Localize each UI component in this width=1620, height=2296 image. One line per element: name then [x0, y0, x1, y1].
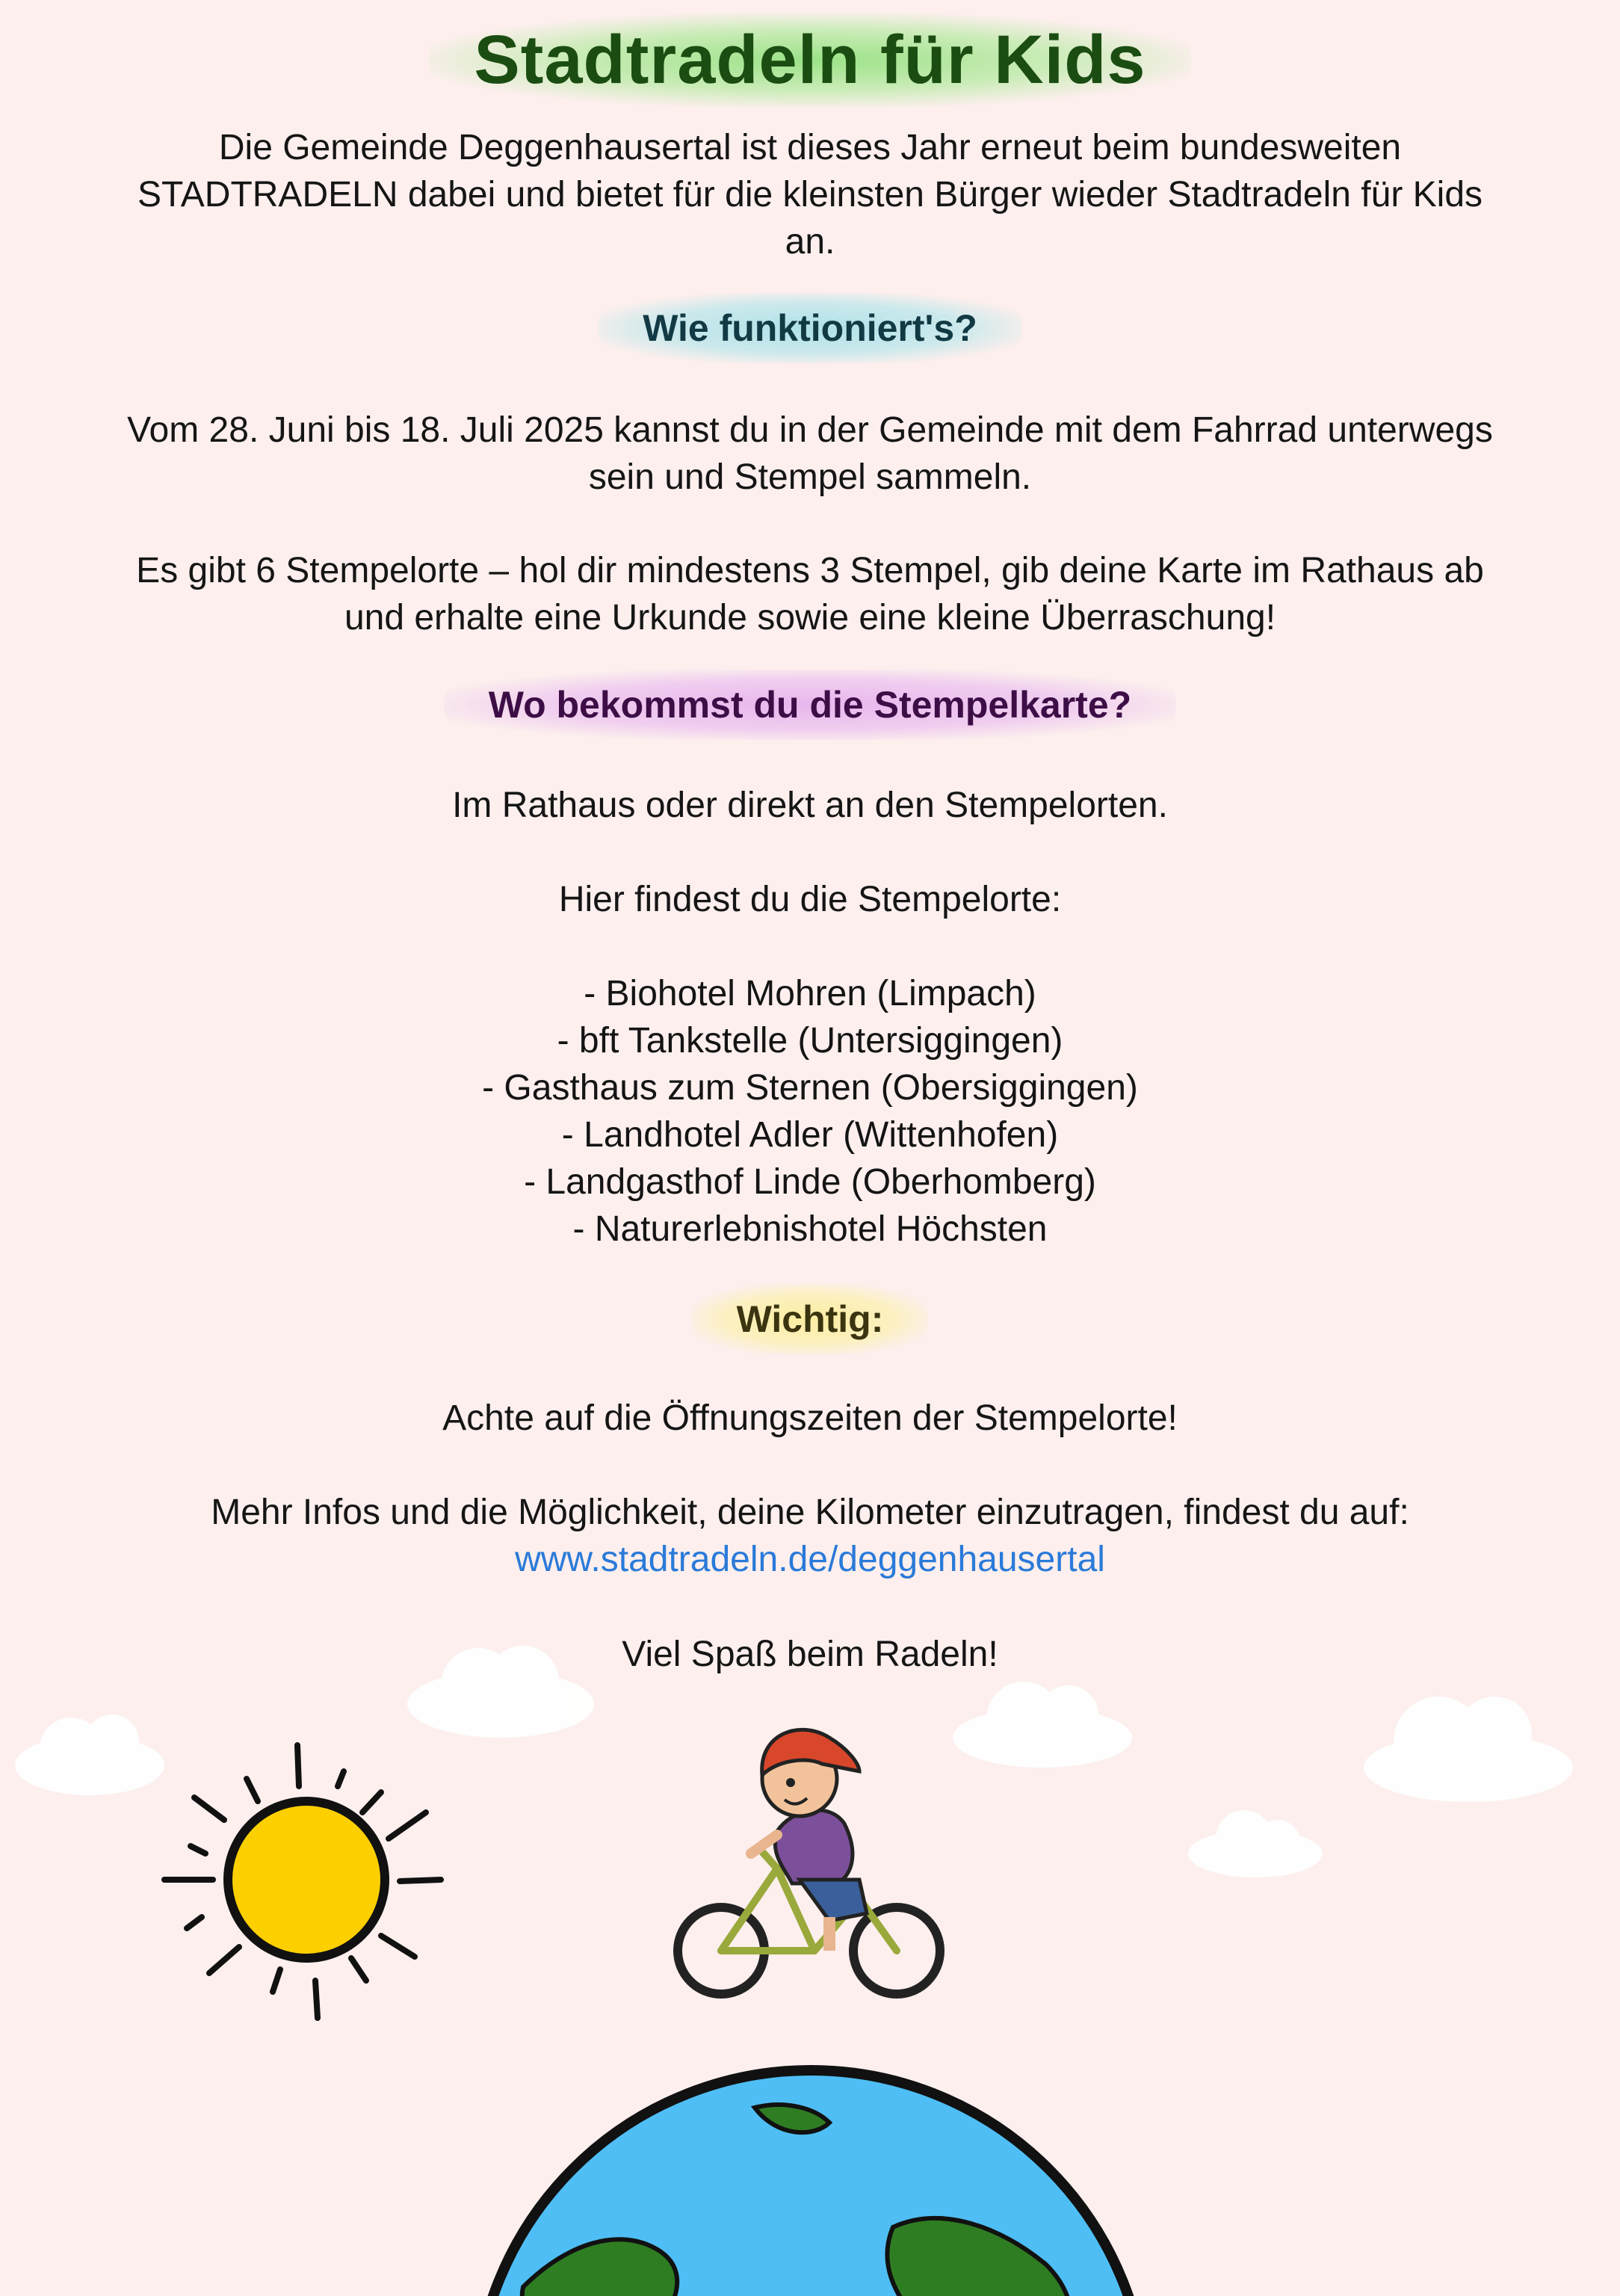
stamp-locations-intro: Hier findest du die Stempelorte: — [558, 880, 1062, 919]
how-paragraph-1 — [0, 407, 1620, 501]
intro-line: an. — [785, 222, 835, 262]
heading-how-it-works-text: Wie funktioniert's? — [598, 293, 1022, 363]
list-item: - Biohotel Mohren (Limpach) — [584, 974, 1036, 1013]
cloud-icon — [15, 1715, 164, 1795]
cloud-icon — [953, 1682, 1132, 1768]
list-item: - Gasthaus zum Sternen (Obersiggingen) — [482, 1068, 1138, 1108]
list-item: - Landhotel Adler (Wittenhofen) — [561, 1115, 1059, 1155]
list-item: - bft Tankstelle (Untersiggingen) — [557, 1021, 1063, 1061]
heading-important — [0, 1284, 1620, 1354]
cloud-icon — [1188, 1810, 1323, 1877]
more-info-text: Mehr Infos und die Möglichkeit, deine Kilometer einzutragen, findest du auf: — [211, 1493, 1409, 1532]
illustration — [0, 1629, 1620, 2296]
intro-line: STADTRADELN dabei und bietet für die kleinsten Bürger wieder Stadtradeln für Kids — [137, 175, 1483, 215]
intro-paragraph — [0, 124, 1620, 265]
heading-important-text: Wichtig: — [692, 1284, 929, 1354]
intro-line: Die Gemeinde Deggenhausertal ist dieses Jahr erneut beim bundesweiten — [218, 128, 1402, 167]
cloud-icon — [407, 1646, 594, 1738]
closing-text: Viel Spaß beim Radeln! — [622, 1635, 998, 1674]
where-answer: Im Rathaus oder direkt an den Stempelorten. — [452, 786, 1168, 825]
how-line: Vom 28. Juni bis 18. Juli 2025 kannst du in der Gemeinde mit dem Fahrrad unterwegs — [127, 410, 1493, 450]
how-line: Es gibt 6 Stempelorte – hol dir mindestens 3 Stempel, gib deine Karte im Rathaus ab — [136, 551, 1484, 590]
list-item: - Landgasthof Linde (Oberhomberg) — [524, 1162, 1096, 1202]
stamp-locations-list — [0, 970, 1620, 1253]
how-paragraph-2 — [0, 547, 1620, 641]
heading-where — [0, 670, 1620, 740]
page-title — [0, 13, 1620, 107]
page-title-text: Stadtradeln für Kids — [429, 13, 1190, 107]
more-info-link-row — [0, 1536, 1620, 1583]
earth-globe-icon — [474, 2070, 1147, 2296]
opening-hours-note: Achte auf die Öffnungszeiten der Stempelorte! — [442, 1398, 1178, 1438]
website-link[interactable]: www.stadtradeln.de/deggenhausertal — [515, 1540, 1105, 1579]
heading-how-it-works — [0, 293, 1620, 363]
cloud-icon — [1364, 1697, 1573, 1802]
how-line: und erhalte eine Urkunde sowie eine kleine Überraschung! — [344, 598, 1276, 638]
list-item: - Naturerlebnishotel Höchsten — [572, 1209, 1048, 1249]
how-line: sein und Stempel sammeln. — [588, 457, 1032, 497]
sun-icon — [164, 1745, 441, 2018]
heading-where-text: Wo bekommst du die Stempelkarte? — [444, 670, 1176, 740]
child-on-bicycle-icon — [678, 1729, 940, 1994]
